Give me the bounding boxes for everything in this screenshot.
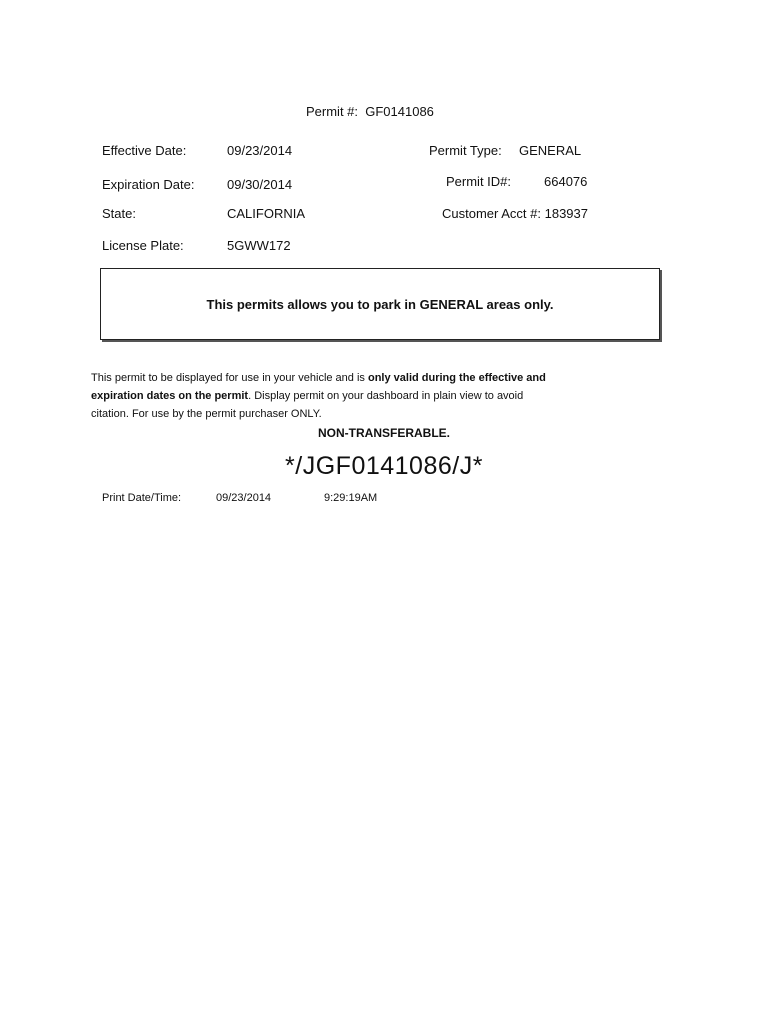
notice-box — [100, 268, 660, 340]
print-datetime-label: Print Date/Time: — [102, 492, 182, 504]
expiration-date-value: 09/30/2014 — [227, 177, 293, 192]
effective-date-label: Effective Date: — [102, 143, 187, 158]
customer-acct-value: 183937 — [544, 206, 588, 221]
state-label: State: — [102, 206, 136, 221]
notice-text: This permits allows you to park in GENERAL areas only. — [206, 297, 554, 312]
permit-id-label: Permit ID#: — [446, 174, 512, 189]
non-transferable-label: NON-TRANSFERABLE. — [318, 426, 450, 440]
state-value: CALIFORNIA — [227, 206, 306, 221]
usage-description — [91, 369, 561, 423]
permit-number-value: GF0141086 — [365, 104, 434, 119]
permit-number-line — [306, 104, 434, 119]
permit-type-label: Permit Type: — [429, 143, 502, 158]
license-plate-value: 5GWW172 — [227, 238, 291, 253]
permit-number-label: Permit #: — [306, 104, 359, 119]
permit-id-value: 664076 — [544, 174, 588, 189]
customer-acct-line — [442, 206, 588, 221]
license-plate-label: License Plate: — [102, 238, 184, 253]
description-validity-emphasis: only valid during the effective and expiration dates on the permit — [91, 372, 546, 402]
customer-acct-label: Customer Acct #: — [442, 206, 541, 221]
print-date-value: 09/23/2014 — [216, 492, 272, 504]
description-part-3: . Display permit on your dashboard in plain view to avoid citation. For use by the permit purchaser ONLY. — [91, 390, 524, 420]
description-part-1: This permit to be displayed for use in your vehicle and is — [91, 372, 368, 384]
effective-date-value: 09/23/2014 — [227, 143, 293, 158]
expiration-date-label: Expiration Date: — [102, 177, 195, 192]
print-time-value: 9:29:19AM — [324, 492, 378, 504]
permit-type-value: GENERAL — [519, 143, 582, 158]
barcode-text: */JGF0141086/J* — [285, 452, 483, 480]
